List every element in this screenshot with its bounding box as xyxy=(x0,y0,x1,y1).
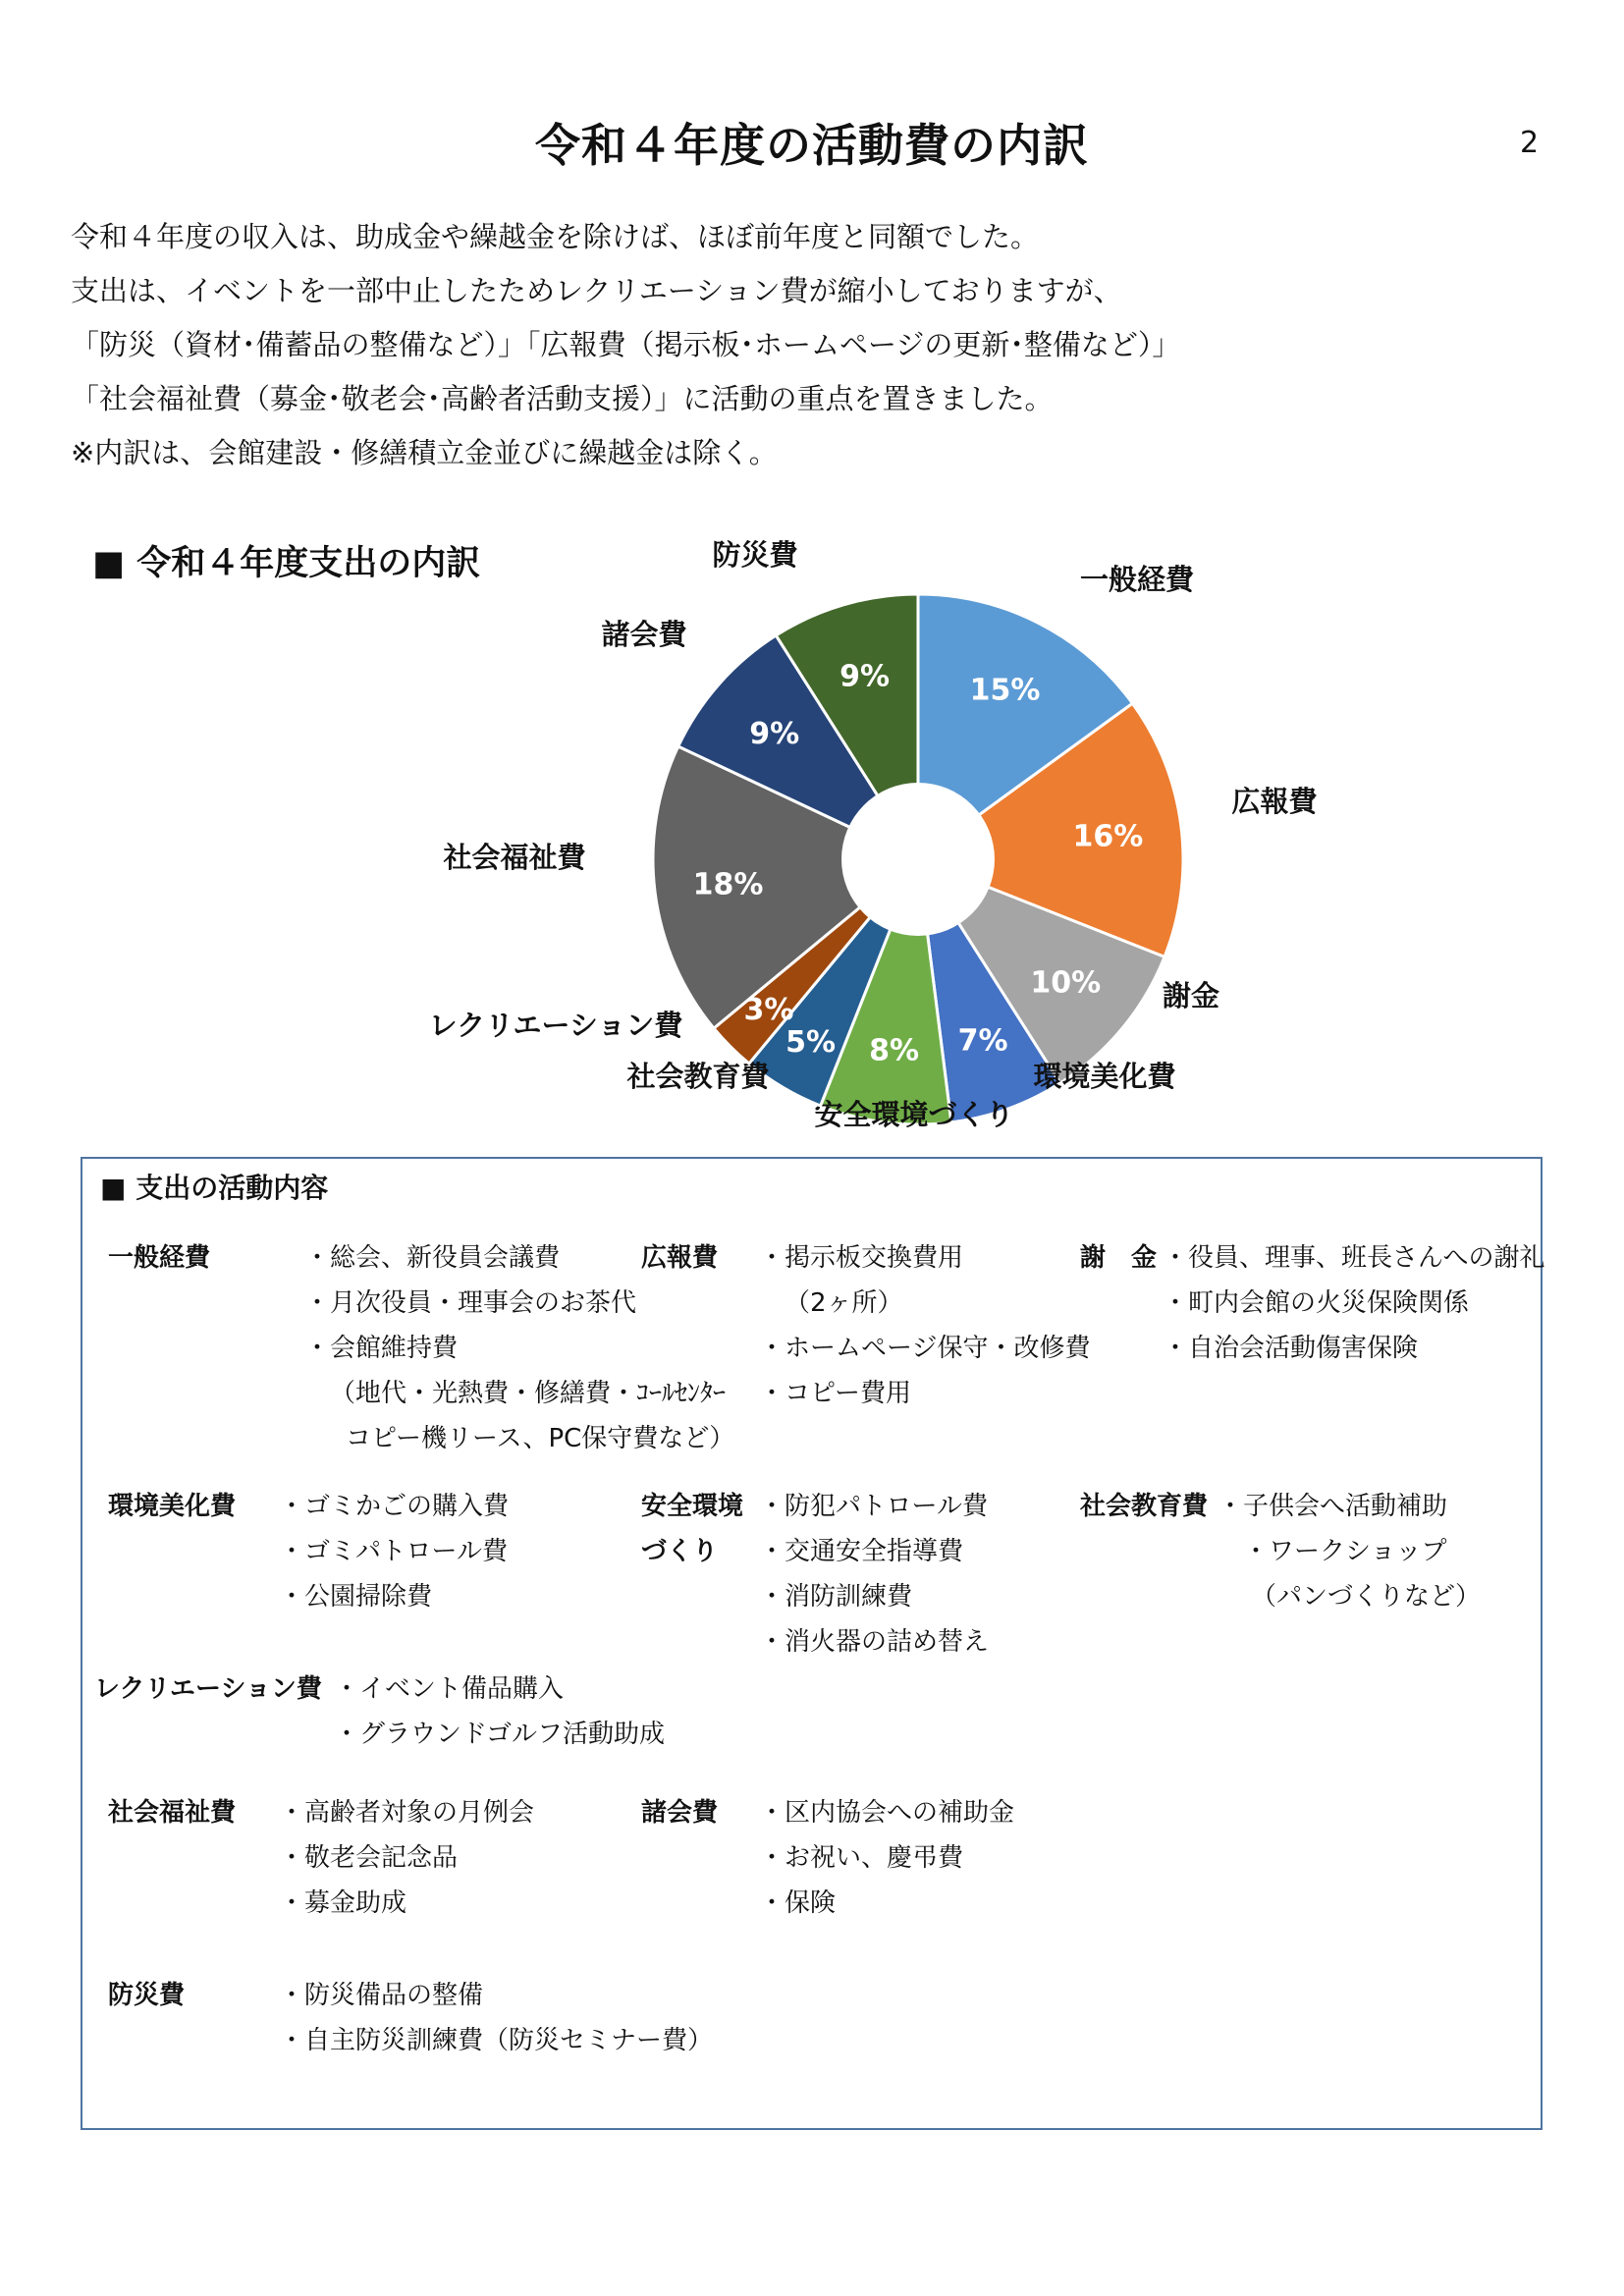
category-name: 安全環境 づくり xyxy=(641,1492,744,1566)
category-items xyxy=(334,1667,665,1757)
slice-percent-label: 9% xyxy=(839,659,891,694)
slice-category-label: 社会教育費 xyxy=(626,1060,770,1093)
category-items xyxy=(279,1484,509,1619)
item: ・月次役員・理事会のお茶代 xyxy=(304,1288,637,1318)
item: ・自治会活動傷害保険 xyxy=(1163,1334,1419,1363)
item: ・消防訓練費 xyxy=(759,1582,913,1612)
item: ・グラウンドゴルフ活動助成 xyxy=(334,1720,665,1749)
item: ・自主防災訓練費（防災セミナー費） xyxy=(279,2026,714,2055)
slice-percent-label: 18% xyxy=(692,867,764,902)
activities-box xyxy=(81,1157,1543,2130)
item: ・コピー費用 xyxy=(759,1379,911,1408)
category-name: 環境美化費 xyxy=(108,1492,237,1521)
slice-category-label: 謝金 xyxy=(1162,979,1220,1012)
intro-line: 「防災（資材･備蓄品の整備など）」｢広報費（掲示板･ホームページの更新･整備など）」 xyxy=(71,328,1181,361)
item: ・ワークショップ xyxy=(1243,1537,1447,1566)
slice-category-label: 安全環境づくり xyxy=(814,1098,1014,1131)
category-name: 一般経費 xyxy=(108,1243,211,1273)
slice-category-label: 社会福祉費 xyxy=(443,841,586,874)
slice-category-label: 一般経費 xyxy=(1079,563,1195,596)
category-name: 諸会費 xyxy=(641,1798,719,1828)
category-name: 社会教育費 xyxy=(1080,1492,1209,1521)
category-items xyxy=(759,1235,1090,1416)
item: ・消火器の詰め替え xyxy=(759,1627,990,1657)
slice-percent-label: 10% xyxy=(1030,965,1102,1001)
category-items xyxy=(1218,1484,1481,1619)
category-items xyxy=(1163,1235,1544,1371)
item: ・高齢者対象の月例会 xyxy=(279,1798,535,1828)
category-items xyxy=(759,1484,989,1665)
page-title: 令和４年度の活動費の内訳 xyxy=(535,119,1089,172)
item: ・防犯パトロール費 xyxy=(759,1492,988,1521)
item: ・ゴミかごの購入費 xyxy=(279,1492,510,1521)
item: ・会館維持費 xyxy=(304,1334,459,1363)
slice-percent-label: 8% xyxy=(869,1033,920,1068)
item: （パンづくりなど） xyxy=(1251,1582,1482,1612)
item: ・掲示板交換費用 xyxy=(759,1243,964,1273)
item: ・イベント備品購入 xyxy=(334,1674,565,1704)
intro-line: 令和４年度の収入は、助成金や繰越金を除けば、ほぼ前年度と同額でした。 xyxy=(71,220,1040,253)
category-name: 社会福祉費 xyxy=(108,1798,237,1828)
item: ・総会、新役員会議費 xyxy=(304,1243,561,1273)
category-name: 防災費 xyxy=(108,1981,186,2010)
intro-line: ※内訳は、会館建設・修繕積立金並びに繰越金は除く。 xyxy=(71,436,778,469)
item: ・公園掃除費 xyxy=(279,1582,433,1612)
category-name: 謝 金 xyxy=(1080,1243,1158,1273)
slice-category-label: 環境美化費 xyxy=(1033,1060,1176,1093)
category-items xyxy=(279,1790,534,1926)
item: （地代・光熱費・修繕費・ｺｰﾙｾﾝﾀｰ xyxy=(330,1379,727,1408)
category-items xyxy=(279,1973,713,2063)
item: ・敬老会記念品 xyxy=(279,1843,459,1873)
slice-percent-label: 3% xyxy=(743,993,794,1028)
category-name: 広報費 xyxy=(641,1243,719,1273)
category-items xyxy=(759,1790,1014,1926)
intro-line: 支出は、イベントを一部中止したためレクリエーション費が縮小しておりますが、 xyxy=(71,274,1122,307)
slice-category-label: レクリエーション費 xyxy=(428,1009,683,1042)
item: ・募金助成 xyxy=(279,1888,407,1918)
slice-category-label: 広報費 xyxy=(1231,785,1318,818)
item: ・町内会館の火災保険関係 xyxy=(1163,1288,1470,1318)
item: ・ゴミパトロール費 xyxy=(279,1537,508,1566)
chart-heading: ■ 令和４年度支出の内訳 xyxy=(92,544,481,583)
item: ・お祝い、慶弔費 xyxy=(759,1843,964,1873)
item: （2ヶ所） xyxy=(785,1288,903,1318)
donut-hole xyxy=(841,783,995,936)
item: ・防災備品の整備 xyxy=(279,1981,484,2010)
item: コピー機リース、PC保守費など） xyxy=(346,1424,735,1453)
slice-category-label: 防災費 xyxy=(712,538,798,572)
item: ・役員、理事、班長さんへの謝礼 xyxy=(1163,1243,1545,1273)
slice-percent-label: 15% xyxy=(969,673,1041,708)
item: ・交通安全指導費 xyxy=(759,1537,964,1566)
slice-percent-label: 7% xyxy=(957,1023,1008,1059)
page-number: 2 xyxy=(1520,126,1540,160)
item: ・子供会へ活動補助 xyxy=(1218,1492,1448,1521)
category-name: レクリエーション費 xyxy=(94,1674,322,1704)
item: ・ホームページ保守・改修費 xyxy=(759,1334,1091,1363)
item: ・保険 xyxy=(759,1888,837,1918)
activities-title: ■ 支出の活動内容 xyxy=(100,1172,329,1204)
slice-category-label: 諸会費 xyxy=(601,618,687,651)
item: ・区内協会への補助金 xyxy=(759,1798,1015,1828)
slice-percent-label: 5% xyxy=(785,1025,837,1061)
slice-percent-label: 9% xyxy=(749,717,800,752)
slice-percent-label: 16% xyxy=(1072,819,1144,854)
intro-line: 「社会福祉費（募金･敬老会･高齢者活動支援）」に活動の重点を置きました。 xyxy=(71,382,1054,415)
